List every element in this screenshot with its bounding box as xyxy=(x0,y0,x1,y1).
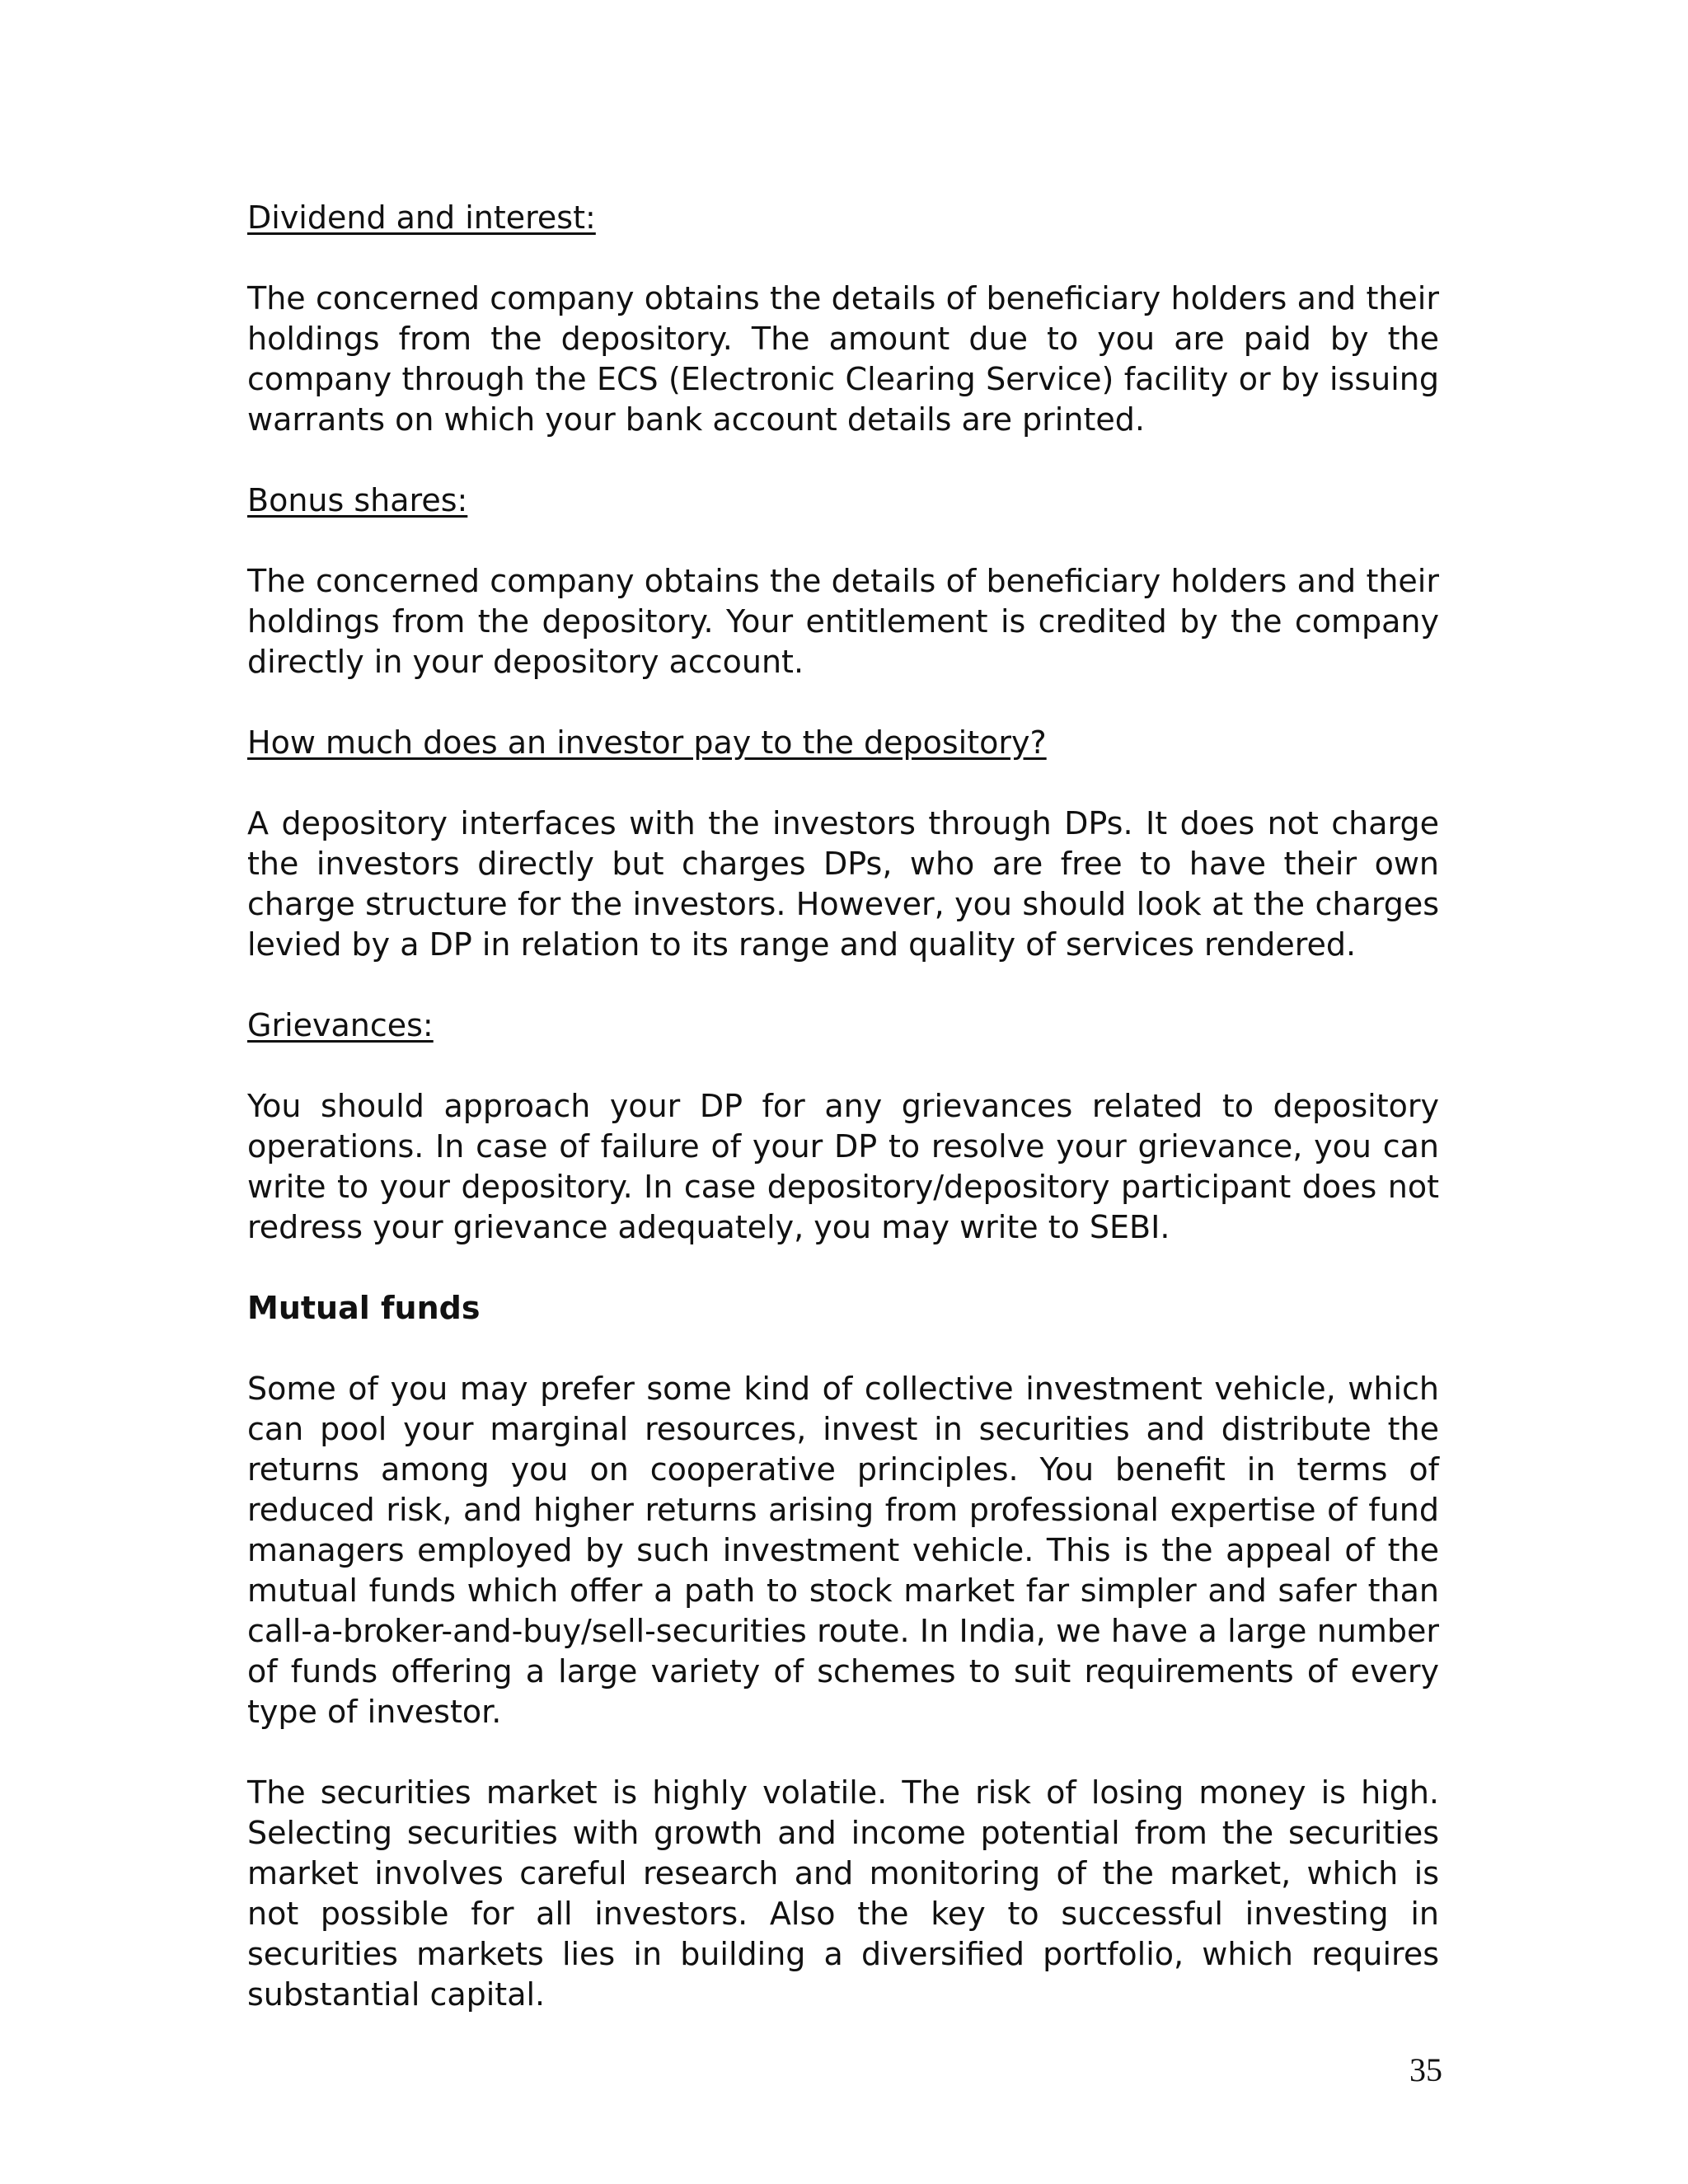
paragraph-mutual-funds-1: Some of you may prefer some kind of collective investment vehicle, which can pool your marginal resources, invest in securities and distribute the returns among you on cooperative principles. You benefit in terms of reduced risk, and higher returns arising from professional expertise of fund managers employed by such investment vehicle. This is the appeal of the mutual funds which offer a path to stock market far simpler and safer than call-a-broker-and-buy/sell-securities route. In India, we have a large number of funds offering a large variety of schemes to suit requirements of every type of investor. xyxy=(247,1371,1439,1730)
paragraph-investor-pay: A depository interfaces with the investors through DPs. It does not charge the investors directly but charges DPs, who are free to have their own charge structure for the investors. However, you should look at the charges levied by a DP in relation to its range and quality of services rendered. xyxy=(247,805,1439,963)
paragraph-grievances: You should approach your DP for any grievances related to depository operations. In case of failure of your DP to resolve your grievance, you can write to your depository. In case depository/depository participant does not redress your grievance adequately, you may write to SEBI. xyxy=(247,1088,1439,1245)
paragraph-dividend-interest: The concerned company obtains the details of beneficiary holders and their holdings from the depository. The amount due to you are paid by the company through the ECS (Electronic Clearing Service) facility or by issuing warrants on which your bank account details are printed. xyxy=(247,280,1439,438)
page-number: 35 xyxy=(1409,2051,1442,2088)
section-title-mutual-funds: Mutual funds xyxy=(247,1290,481,1326)
heading-investor-pay: How much does an investor pay to the depository? xyxy=(247,724,1047,761)
paragraph-mutual-funds-2: The securities market is highly volatile. The risk of losing money is high. Selecting securities with growth and income potential from the securities market involves careful research and monitoring of the market, which is not possible for all investors. Also the key to successful investing in securities markets lies in building a diversified portfolio, which requires substantial capital. xyxy=(247,1774,1439,2013)
paragraph-bonus-shares: The concerned company obtains the details of beneficiary holders and their holdings from the depository. Your entitlement is credited by the company directly in your depository account. xyxy=(247,563,1439,680)
heading-grievances: Grievances: xyxy=(247,1007,434,1043)
heading-bonus-shares: Bonus shares: xyxy=(247,482,468,518)
document-page xyxy=(247,198,1439,2055)
heading-dividend-interest: Dividend and interest: xyxy=(247,199,596,236)
